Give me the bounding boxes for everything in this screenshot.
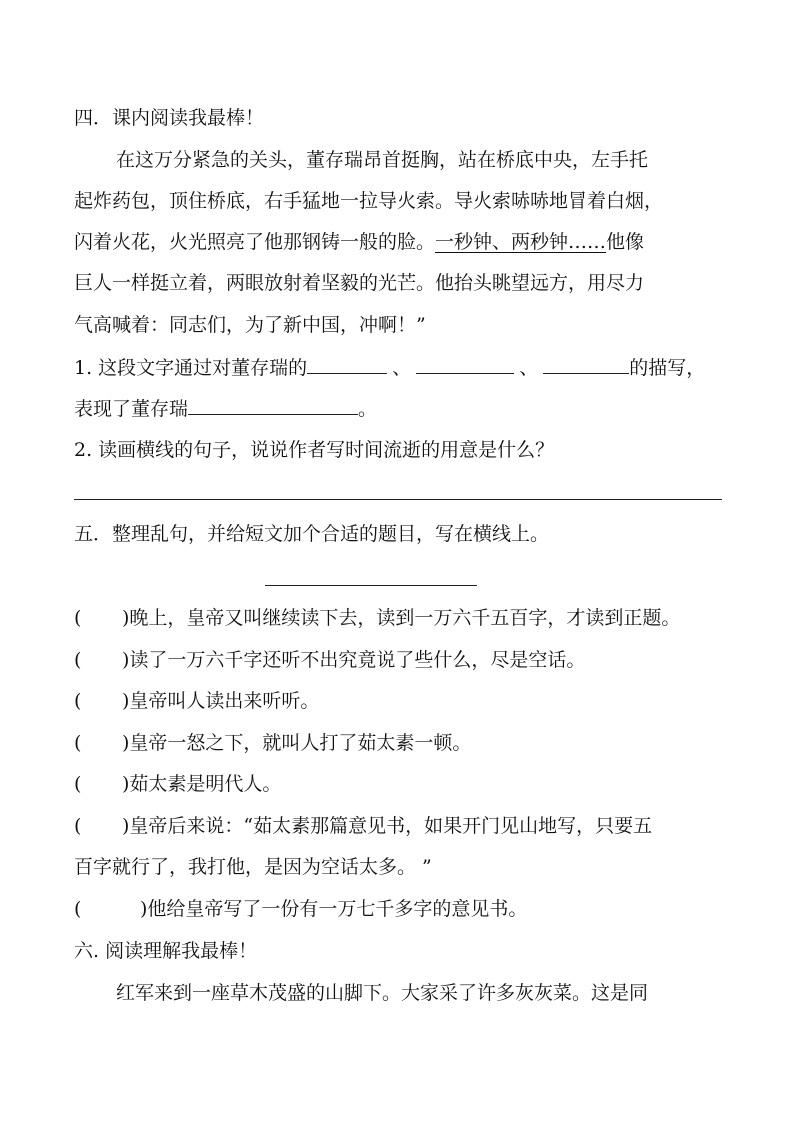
passage-line-5: 气高喊着：同志们，为了新中国，冲啊！” xyxy=(74,314,426,336)
sentence-text: 皇帝后来说：“茹太素那篇意见书，如果开门见山地写，只要五 xyxy=(129,815,653,837)
sentence-text: 晚上，皇帝又叫继续读下去，读到一万六千五百字，才读到正题。 xyxy=(129,607,681,629)
section6-passage-line-1: 红军来到一座草木茂盛的山脚下。大家采了许多灰灰菜。这是同 xyxy=(116,982,649,1004)
order-input-1[interactable]: ( xyxy=(74,607,82,629)
question-1-line-2-post: 。 xyxy=(358,398,378,420)
sentence-item-7: ( )他给皇帝写了一份有一万七千多字的意见书。 xyxy=(74,898,528,920)
question-1-line-1 xyxy=(74,355,705,380)
section4-heading: 四．课内阅读我最棒！ xyxy=(74,107,265,129)
title-answer-line[interactable] xyxy=(265,585,477,586)
order-input-6[interactable]: ( xyxy=(74,815,82,837)
order-input-2[interactable]: ( xyxy=(74,649,82,671)
passage-line-1: 在这万分紧急的关头，董存瑞昂首挺胸，站在桥底中央，左手托 xyxy=(116,149,649,171)
answer-blank-4[interactable] xyxy=(188,396,358,415)
answer-blank-1[interactable] xyxy=(307,355,387,374)
sentence-item-2: ( )读了一万六千字还听不出究竟说了些什么，尽是空话。 xyxy=(74,649,586,671)
order-input-3[interactable]: ( xyxy=(74,690,82,712)
sentence-text: 他给皇帝写了一份有一万七千多字的意见书。 xyxy=(147,898,528,920)
separator: 、 xyxy=(519,357,539,379)
sentence-item-1: ( )晚上，皇帝又叫继续读下去，读到一万六千五百字，才读到正题。 xyxy=(74,607,681,629)
sentence-item-4: ( )皇帝一怒之下，就叫人打了茹太素一顿。 xyxy=(74,732,472,754)
passage-line-3-post: 他像 xyxy=(606,231,645,253)
question-1-line-2 xyxy=(74,396,377,421)
question-1-suffix: 的描写， xyxy=(629,357,706,379)
sentence-text: 皇帝叫人读出来听听。 xyxy=(129,690,320,712)
answer-line-q2[interactable] xyxy=(74,499,722,500)
sentence-text: 读了一万六千字还听不出究竟说了些什么，尽是空话。 xyxy=(129,649,586,671)
order-input-7[interactable]: ( xyxy=(74,898,82,920)
sentence-item-6-continued: 百字就行了，我打他，是因为空话太多。 ” xyxy=(74,856,432,878)
question-2: 2. 读画横线的句子，说说作者写时间流逝的用意是什么？ xyxy=(74,439,555,461)
question-1-prompt: 1. 这段文字通过对董存瑞的 xyxy=(74,357,308,379)
sentence-item-6: ( )皇帝后来说：“茹太素那篇意见书，如果开门见山地写，只要五 xyxy=(74,815,653,837)
sentence-item-5: ( )茹太素是明代人。 xyxy=(74,773,282,795)
underlined-sentence: 一秒钟、两秒钟…… xyxy=(435,231,607,253)
passage-line-3 xyxy=(74,230,644,254)
sentence-text: 皇帝一怒之下，就叫人打了茹太素一顿。 xyxy=(129,732,472,754)
sentence-item-3: ( )皇帝叫人读出来听听。 xyxy=(74,690,320,712)
passage-line-2: 起炸药包，顶住桥底，右手猛地一拉导火索。导火索哧哧地冒着白烟， xyxy=(74,190,664,212)
section5-heading: 五．整理乱句，并给短文加个合适的题目，写在横线上。 xyxy=(74,523,550,545)
sentence-text: 茹太素是明代人。 xyxy=(129,773,282,795)
section6-heading: 六. 阅读理解我最棒！ xyxy=(74,940,258,962)
order-input-4[interactable]: ( xyxy=(74,732,82,754)
answer-blank-3[interactable] xyxy=(543,355,629,374)
question-1-line-2-pre: 表现了董存瑞 xyxy=(74,398,189,420)
order-input-5[interactable]: ( xyxy=(74,773,82,795)
passage-line-4: 巨人一样挺立着，两眼放射着坚毅的光芒。他抬头眺望远方，用尽力 xyxy=(74,272,645,294)
passage-line-3-pre: 闪着火花，火光照亮了他那钢铸一般的脸。 xyxy=(74,231,436,253)
answer-blank-2[interactable] xyxy=(416,355,514,374)
separator: 、 xyxy=(392,357,412,379)
